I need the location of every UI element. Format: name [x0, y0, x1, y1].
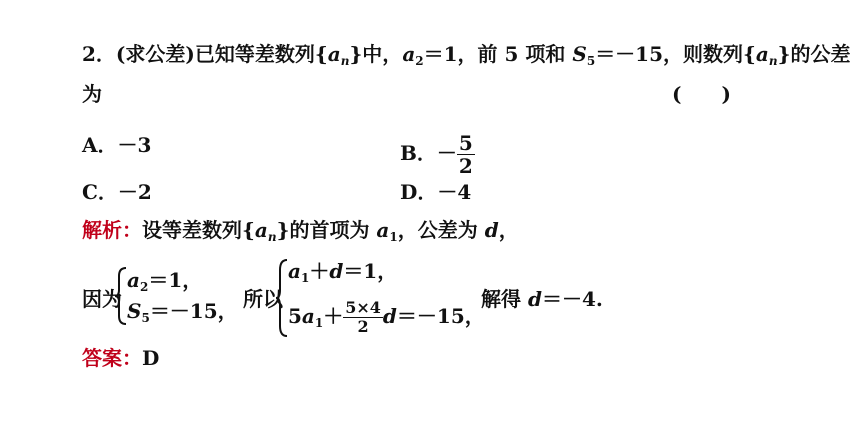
result: 解得 d＝－4.	[481, 287, 603, 311]
solution-intro: 解析：设等差数列$\{a_n\}$的首项为 $a_1$，公差为 d，	[82, 218, 519, 244]
question-stem-line2: 为	[82, 82, 102, 106]
system1-row1: $a_2=1$，	[127, 268, 203, 294]
because-label: 因为	[82, 287, 122, 311]
answer-paren: ( )	[672, 82, 731, 106]
system2-row1: $a_1+d=1$，	[288, 259, 398, 285]
system2-row2: $5a_1+$ $\frac{5\times 4}{2}$ d＝－15，	[288, 298, 485, 336]
left-brace-icon	[275, 258, 289, 338]
solution-label: 解析：	[82, 218, 142, 242]
left-brace-icon	[114, 266, 128, 326]
option-d: D．－4	[400, 180, 472, 204]
option-b-fraction: $\frac{5}{2}$	[458, 131, 473, 178]
so-label: 所以	[243, 287, 283, 311]
question-number: 2．	[82, 42, 116, 66]
answer	[82, 346, 159, 370]
system1-row2: $S_5=-15$，	[127, 299, 238, 325]
option-c: C．－2	[82, 180, 152, 204]
answer-label: 答案：	[82, 346, 142, 370]
question-stem: 2．(求公差)已知等差数列$\{a_n\}$中，$a_2=1$，前 5 项和 $S_5=-15$，则数列$\{a_n\}$的公差	[82, 42, 850, 68]
option-b: B．－ $\frac{5}{2}$	[400, 131, 473, 178]
question-tag: (求公差)	[115, 42, 195, 66]
option-a: A．－3	[82, 133, 152, 157]
answer-value: D	[142, 346, 160, 370]
system2-fraction: $\frac{5\times 4}{2}$	[345, 298, 381, 336]
